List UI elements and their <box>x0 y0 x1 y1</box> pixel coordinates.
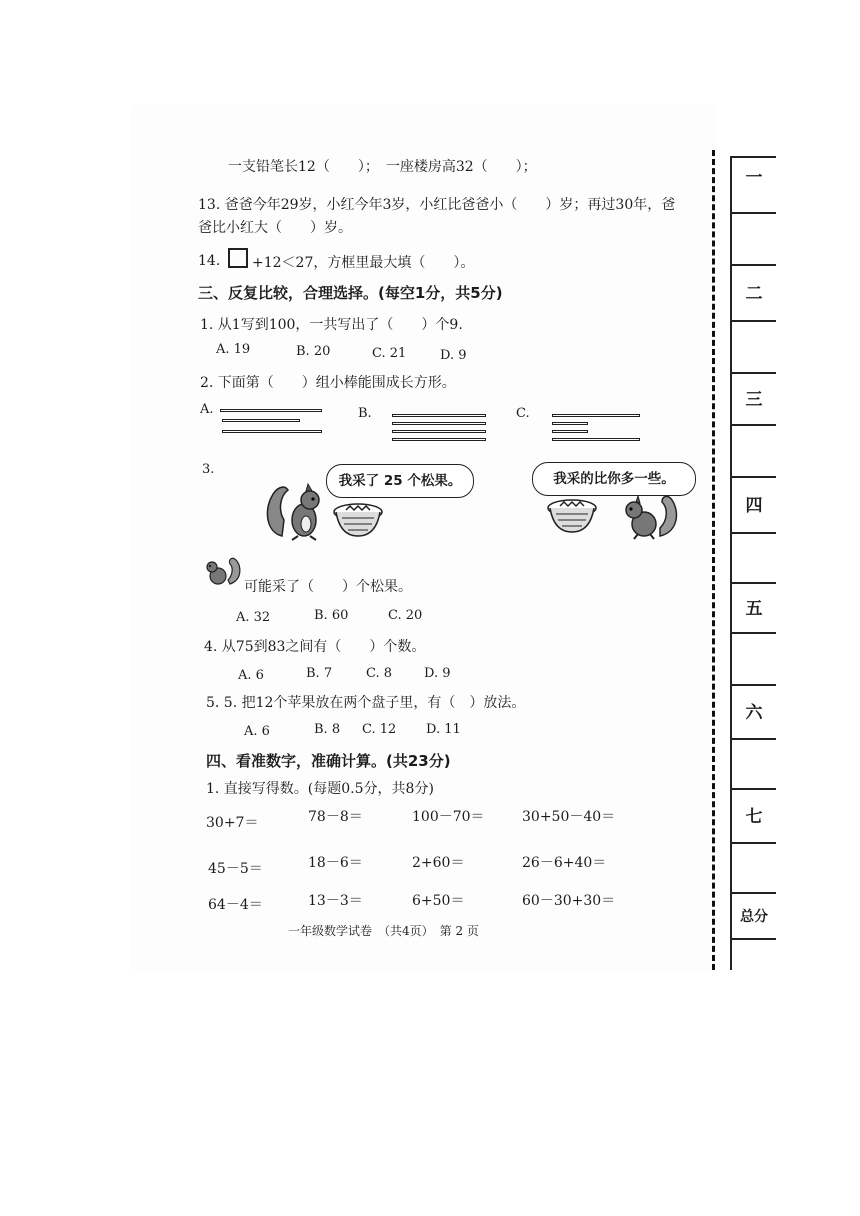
s3-q4-option-c: C. 8 <box>366 666 393 681</box>
calc-item: 78－8＝ <box>308 809 363 825</box>
s3-q4-option-d: D. 9 <box>424 666 451 681</box>
score-box-5 <box>732 634 776 686</box>
score-label-7: 七 <box>732 790 776 844</box>
calc-item: 18－6＝ <box>308 855 363 871</box>
calc-item: 64－4＝ <box>208 897 263 913</box>
score-box-2 <box>732 322 776 374</box>
calc-item: 13－3＝ <box>308 893 363 909</box>
stick-c3 <box>552 430 588 433</box>
s3-q2-label-a: A. <box>200 402 214 417</box>
stick-b2 <box>392 422 486 425</box>
score-label-2: 二 <box>732 266 776 322</box>
squirrel-right-illustration <box>620 492 682 542</box>
s3-q2-label-b: B. <box>358 406 372 421</box>
q13-text-line2: 爸比小红大（ ）岁。 <box>198 220 352 236</box>
score-box-1 <box>732 214 776 266</box>
score-label-6: 六 <box>732 686 776 740</box>
q12-text: 一支铅笔长12（ ）； 一座楼房高32（ ）； <box>228 159 537 175</box>
s3-q2-text: 2. 下面第（ ）组小棒能围成长方形。 <box>200 375 456 391</box>
score-box-4 <box>732 534 776 584</box>
speech-bubble-left: 我采了 25 个松果。 <box>326 464 474 498</box>
s3-q3-option-a: A. 32 <box>236 610 271 625</box>
s3-q1-text: 1. 从1写到100，一共写出了（ ）个9. <box>200 317 463 333</box>
stick-c2 <box>552 422 588 425</box>
q13-text-line1: 13. 爸爸今年29岁，小红今年3岁，小红比爸爸小（ ）岁；再过30年，爸 <box>198 197 676 213</box>
page-footer: 一年级数学试卷 （共4页） 第 2 页 <box>288 924 479 938</box>
calc-item: 2+60＝ <box>412 855 465 871</box>
calc-item: 26－6+40＝ <box>522 855 607 871</box>
stick-b4 <box>392 438 486 441</box>
score-box-total <box>732 940 776 970</box>
stick-b3 <box>392 430 486 433</box>
s3-q4-option-b: B. 7 <box>306 666 333 681</box>
q14-text: +12＜27，方框里最大填（ ）。 <box>252 255 475 271</box>
calc-item: 45－5＝ <box>208 861 263 877</box>
score-label-3: 三 <box>732 374 776 426</box>
s3-q4-option-a: A. 6 <box>238 668 264 683</box>
s3-q5-option-d: D. 11 <box>426 722 461 737</box>
q14-empty-box <box>228 248 248 268</box>
stick-a3 <box>222 430 322 433</box>
s3-q5-text: 5. 5. 把12个苹果放在两个盘子里，有（ ）放法。 <box>206 695 526 711</box>
score-box-3 <box>732 426 776 478</box>
dashed-cut-line <box>712 150 715 970</box>
s3-q5-option-a: A. 6 <box>244 724 270 739</box>
speech-bubble-right: 我采的比你多一些。 <box>532 462 696 496</box>
calc-item: 30+7＝ <box>206 815 259 831</box>
basket-left-icon <box>330 500 386 540</box>
s3-q3-option-c: C. 20 <box>388 608 423 623</box>
s3-q5-option-b: B. 8 <box>314 722 341 737</box>
stick-a2 <box>222 419 300 422</box>
s3-q3-text: 可能采了（ ）个松果。 <box>244 579 412 595</box>
calc-item: 100－70＝ <box>412 809 485 825</box>
small-squirrel-icon <box>202 556 242 588</box>
s3-q1-option-d: D. 9 <box>440 348 467 363</box>
stick-b1 <box>392 414 486 417</box>
score-column <box>730 156 776 970</box>
squirrel-left-illustration <box>262 474 332 544</box>
calc-item: 6+50＝ <box>412 893 465 909</box>
score-label-4: 四 <box>732 478 776 534</box>
s3-q1-option-a: A. 19 <box>216 342 251 357</box>
score-box-7 <box>732 844 776 894</box>
score-box-6 <box>732 740 776 790</box>
s4-q1-text: 1. 直接写得数。(每题0.5分，共8分) <box>206 781 434 797</box>
q14-number: 14. <box>198 253 221 269</box>
calc-item: 30+50－40＝ <box>522 809 616 825</box>
s3-q5-option-c: C. 12 <box>362 722 397 737</box>
s3-q2-label-c: C. <box>516 406 530 421</box>
score-label-5: 五 <box>732 584 776 634</box>
s3-q1-option-c: C. 21 <box>372 346 407 361</box>
s3-q3-option-b: B. 60 <box>314 608 349 623</box>
s3-q4-text: 4. 从75到83之间有（ ）个数。 <box>204 639 426 655</box>
score-label-total: 总分 <box>732 894 776 940</box>
score-label-1: 一 <box>732 158 776 214</box>
stick-a1 <box>220 409 322 412</box>
basket-right-icon <box>544 496 600 536</box>
stick-c4 <box>552 438 640 441</box>
s3-q3-number: 3. <box>202 462 215 477</box>
calc-item: 60－30+30＝ <box>522 893 616 909</box>
section4-title: 四、看准数字，准确计算。(共23分) <box>206 752 451 770</box>
section3-title: 三、反复比较，合理选择。(每空1分，共5分) <box>198 284 503 302</box>
s3-q1-option-b: B. 20 <box>296 344 331 359</box>
stick-c1 <box>552 414 640 417</box>
